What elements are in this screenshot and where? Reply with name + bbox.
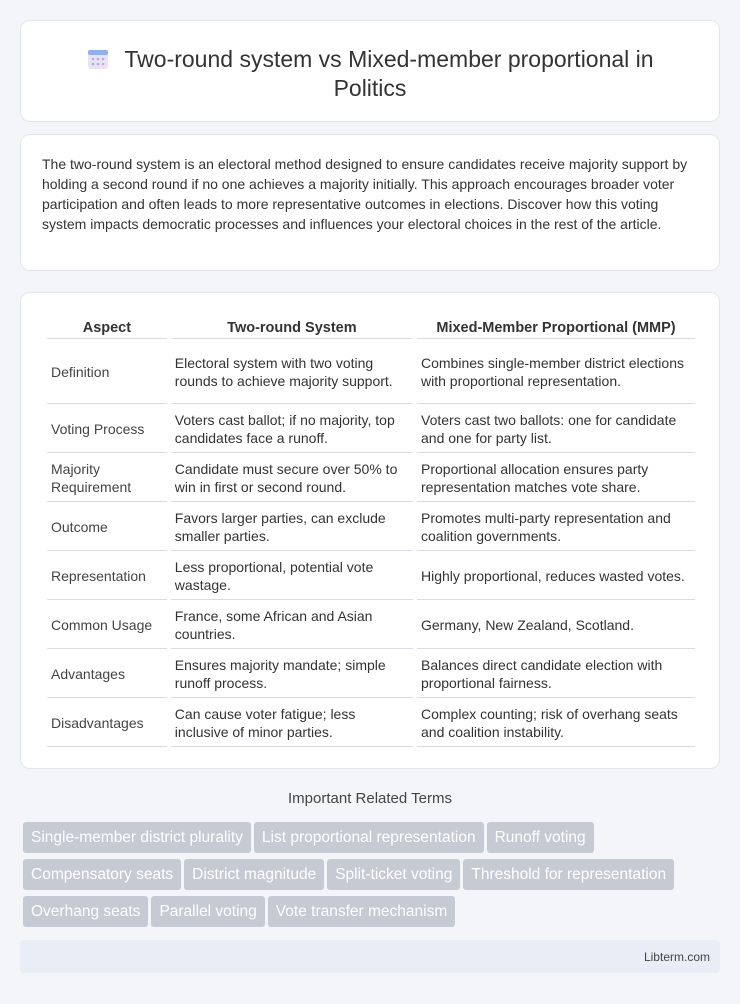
cell-two-round: Ensures majority mandate; simple runoff process. xyxy=(171,651,413,698)
table-row xyxy=(47,341,695,404)
related-term-tag[interactable]: List proportional representation xyxy=(254,822,484,853)
cell-mmp: Combines single-member district elections with proportional representation. xyxy=(417,341,695,404)
related-terms-title: Important Related Terms xyxy=(288,790,452,807)
cell-mmp: Highly proportional, reduces wasted votes. xyxy=(417,553,695,600)
cell-two-round: Voters cast ballot; if no majority, top candidates face a runoff. xyxy=(171,406,413,453)
table-row xyxy=(47,406,695,453)
related-term-tag[interactable]: District magnitude xyxy=(184,859,324,890)
cell-two-round: France, some African and Asian countries. xyxy=(171,602,413,649)
cell-aspect: Majority Requirement xyxy=(47,455,167,502)
cell-mmp: Balances direct candidate election with proportional fairness. xyxy=(417,651,695,698)
cell-aspect: Disadvantages xyxy=(47,700,167,747)
tag-row xyxy=(23,896,723,933)
intro-card xyxy=(20,134,720,271)
cell-two-round: Less proportional, potential vote wastage. xyxy=(171,553,413,600)
table-row xyxy=(47,553,695,600)
footer xyxy=(20,940,720,973)
page-title-wrap xyxy=(21,45,719,103)
cell-mmp: Proportional allocation ensures party representation matches vote share. xyxy=(417,455,695,502)
title-card xyxy=(20,20,720,122)
cell-aspect: Common Usage xyxy=(47,602,167,649)
related-term-tag[interactable]: Parallel voting xyxy=(151,896,264,927)
cell-mmp: Promotes multi-party representation and coalition governments. xyxy=(417,504,695,551)
cell-two-round: Candidate must secure over 50% to win in first or second round. xyxy=(171,455,413,502)
cell-aspect: Outcome xyxy=(47,504,167,551)
table-row xyxy=(47,504,695,551)
comparison-table xyxy=(43,315,699,749)
cell-aspect: Definition xyxy=(47,341,167,404)
table-row xyxy=(47,455,695,502)
related-term-tag[interactable]: Threshold for representation xyxy=(463,859,674,890)
related-term-tag[interactable]: Overhang seats xyxy=(23,896,148,927)
cell-two-round: Electoral system with two voting rounds to achieve majority support. xyxy=(171,341,413,404)
header-aspect: Aspect xyxy=(47,317,167,339)
tag-row xyxy=(23,822,723,859)
footer-brand[interactable]: Libterm.com xyxy=(643,950,710,964)
related-term-tag[interactable]: Runoff voting xyxy=(487,822,594,853)
related-terms-list xyxy=(23,822,723,933)
cell-mmp: Germany, New Zealand, Scotland. xyxy=(417,602,695,649)
cell-two-round: Favors larger parties, can exclude smaller parties. xyxy=(171,504,413,551)
table-row xyxy=(47,602,695,649)
related-term-tag[interactable]: Compensatory seats xyxy=(23,859,181,890)
related-term-tag[interactable]: Vote transfer mechanism xyxy=(268,896,455,927)
tag-row xyxy=(23,859,723,896)
table-row xyxy=(47,651,695,698)
cell-mmp: Complex counting; risk of overhang seats and coalition instability. xyxy=(417,700,695,747)
cell-aspect: Voting Process xyxy=(47,406,167,453)
table-row xyxy=(47,700,695,747)
comparison-table-card xyxy=(20,292,720,769)
related-term-tag[interactable]: Single-member district plurality xyxy=(23,822,251,853)
intro-paragraph: The two-round system is an electoral method designed to ensure candidates receive majority support by holding a second round if no one achieves a majority initially. This approach encourages broader voter participation and often leads to more representative outcomes in elections. Discover how this voting system impacts democratic processes and influences your electoral choices in the rest of the article. xyxy=(42,156,688,232)
cell-aspect: Representation xyxy=(47,553,167,600)
cell-two-round: Can cause voter fatigue; less inclusive of minor parties. xyxy=(171,700,413,747)
calendar-grid-icon xyxy=(86,47,110,71)
related-term-tag[interactable]: Split-ticket voting xyxy=(327,859,460,890)
page-title: Two-round system vs Mixed-member proportional in Politics xyxy=(124,46,654,101)
cell-aspect: Advantages xyxy=(47,651,167,698)
header-two-round: Two-round System xyxy=(171,317,413,339)
header-mmp: Mixed-Member Proportional (MMP) xyxy=(417,317,695,339)
table-header-row xyxy=(47,317,695,339)
cell-mmp: Voters cast two ballots: one for candidate and one for party list. xyxy=(417,406,695,453)
